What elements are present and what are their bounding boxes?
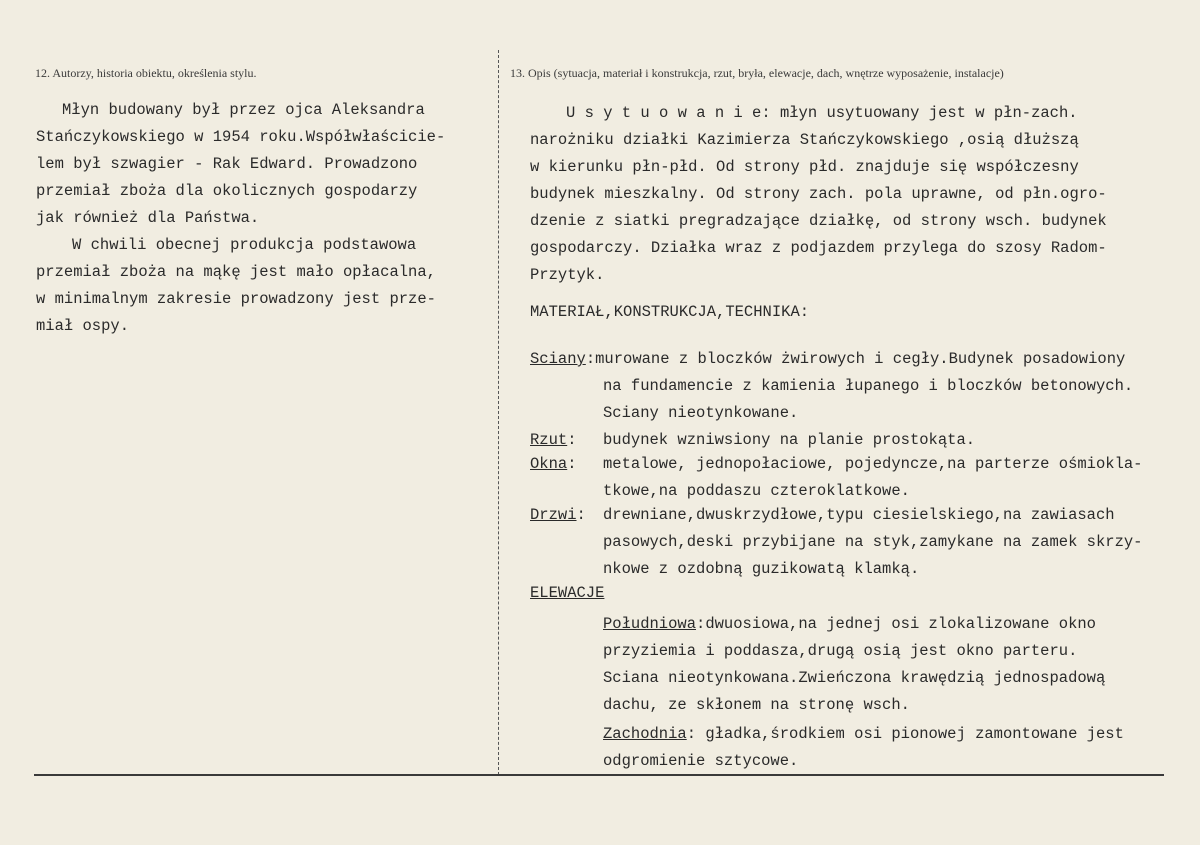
history-line-4: przemiał zboża dla okolicznych gospodarzy <box>36 182 418 200</box>
history-line-2: Stańczykowskiego w 1954 roku.Współwłaścicie- <box>36 128 446 146</box>
section-12-heading: 12. Autorzy, historia obiektu, określenia stylu. <box>35 66 257 80</box>
situation-line-4: budynek mieszkalny. Od strony zach. pola uprawne, od płn.ogro- <box>530 185 1107 203</box>
windows-label: Okna <box>530 455 568 473</box>
column-divider <box>498 50 499 775</box>
windows-entry <box>530 455 577 473</box>
west-line-1 <box>603 725 1124 743</box>
south-line-4: dachu, ze skłonem na stronę wsch. <box>603 696 910 714</box>
windows-line-2: tkowe,na poddaszu czteroklatkowe. <box>603 482 910 500</box>
history-line-6: W chwili obecnej produkcja podstawowa <box>72 236 417 254</box>
history-line-8: w minimalnym zakresie prowadzony jest prze- <box>36 290 436 308</box>
walls-line-1 <box>530 350 1125 368</box>
south-line-1 <box>603 615 1096 633</box>
south-line-3: Sciana nieotynkowana.Zwieńczona krawędzią jednospadową <box>603 669 1106 687</box>
situation-line-5: dzenie z siatki pregradzające działkę, od strony wsch. budynek <box>530 212 1107 230</box>
plan-text: budynek wzniwsiony na planie prostokąta. <box>603 431 976 449</box>
situation-first-line <box>566 104 1078 122</box>
situation-line-2: narożniku działki Kazimierza Stańczykowskiego ,osią dłuższą <box>530 131 1079 149</box>
material-heading: MATERIAŁ,KONSTRUKCJA,TECHNIKA: <box>530 303 810 321</box>
windows-line-1: metalowe, jednopołaciowe, pojedyncze,na parterze ośmiokla- <box>603 455 1143 473</box>
history-line-3: lem był szwagier - Rak Edward. Prowadzono <box>36 155 418 173</box>
walls-line-2: na fundamencie z kamienia łupanego i bloczków betonowych. <box>603 377 1134 395</box>
history-line-9: miał ospy. <box>36 317 130 335</box>
walls-text-1: murowane z bloczków żwirowych i cegły.Budynek posadowiony <box>595 350 1126 368</box>
doors-label: Drzwi <box>530 506 577 524</box>
situation-line-3: w kierunku płn-płd. Od strony płd. znajduje się współczesny <box>530 158 1079 176</box>
south-text-1: :dwuosiowa,na jednej osi zlokalizowane okno <box>696 615 1096 633</box>
section-13-heading: 13. Opis (sytuacja, materiał i konstrukcja, rzut, bryła, elewacje, dach, wnętrze wyposażenie, instalacje) <box>510 66 1004 80</box>
plan-label: Rzut <box>530 431 568 449</box>
windows-colon: : <box>567 455 577 473</box>
situation-title: U s y t u o w a n i e: <box>566 104 771 122</box>
doors-entry <box>530 506 586 524</box>
doors-colon: : <box>576 506 586 524</box>
west-line-2: odgromienie sztycowe. <box>603 752 799 770</box>
walls-colon: : <box>585 350 596 368</box>
elevations-heading: ELEWACJE <box>530 584 605 602</box>
doors-line-2: pasowych,deski przybijane na styk,zamykane na zamek skrzy- <box>603 533 1143 551</box>
bottom-rule <box>34 774 1164 776</box>
plan-colon: : <box>567 431 577 449</box>
history-line-1: Młyn budowany był przez ojca Aleksandra <box>62 101 425 119</box>
south-line-2: przyziemia i poddasza,drugą osią jest okno parteru. <box>603 642 1078 660</box>
plan-entry <box>530 431 577 449</box>
walls-label: Sciany <box>530 350 586 368</box>
situation-line-6: gospodarczy. Działka wraz z podjazdem przylega do szosy Radom- <box>530 239 1107 257</box>
history-line-7: przemiał zboża na mąkę jest mało opłacalna, <box>36 263 436 281</box>
doors-line-3: nkowe z ozdobną guzikowatą klamką. <box>603 560 920 578</box>
history-line-5: jak również dla Państwa. <box>36 209 260 227</box>
doors-line-1: drewniane,dwuskrzydłowe,typu ciesielskiego,na zawiasach <box>603 506 1115 524</box>
south-label: Południowa <box>603 615 697 633</box>
walls-line-3: Sciany nieotynkowane. <box>603 404 799 422</box>
situation-text-start: młyn usytuowany jest w płn-zach. <box>770 104 1078 122</box>
west-text-1: : gładka,środkiem osi pionowej zamontowane jest <box>686 725 1124 743</box>
west-label: Zachodnia <box>603 725 687 743</box>
situation-line-7: Przytyk. <box>530 266 605 284</box>
